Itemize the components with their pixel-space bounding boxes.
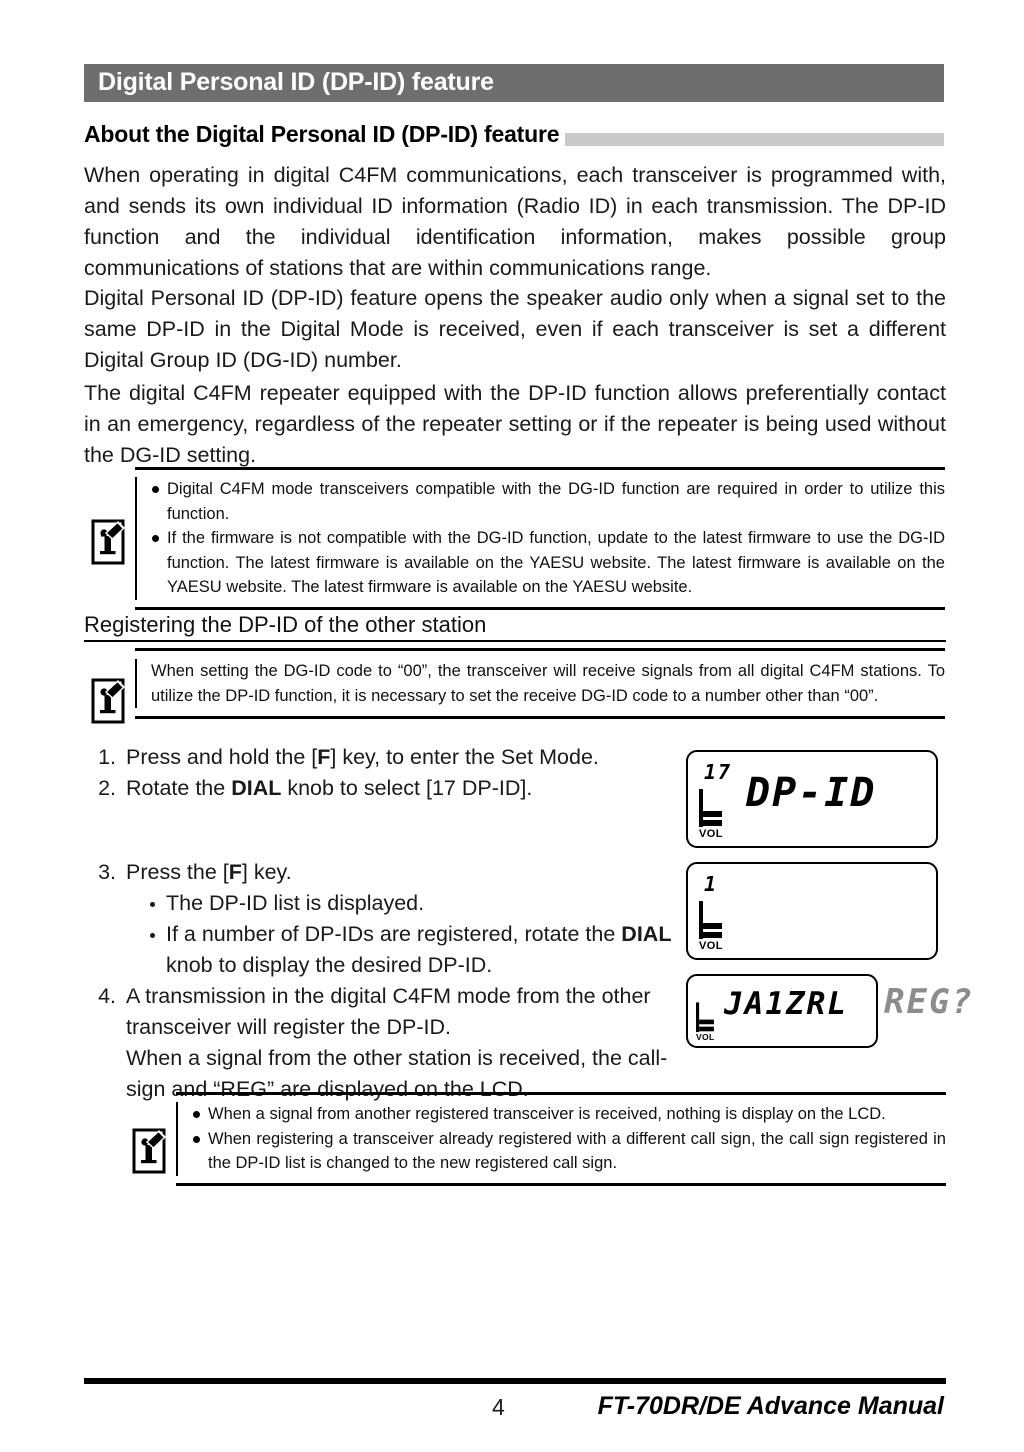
step-3-substep-2	[148, 919, 684, 981]
note-3-inner	[176, 1095, 946, 1183]
info-pencil-icon	[91, 678, 125, 724]
paragraph-2: Digital Personal ID (DP-ID) feature opens the speaker audio only when a signal set to the same DP-ID in the Digital Mode is received, even if each transceiver is set a different Digital Group ID (DG-ID) number.	[84, 286, 946, 372]
step-1-pre: Press and hold the [	[126, 745, 318, 769]
step-2-emph: DIAL	[231, 776, 282, 800]
lcd-1-small-number: 17	[704, 760, 733, 784]
step-2-pre: Rotate the	[126, 776, 232, 800]
chapter-banner	[84, 64, 944, 102]
note-icon-wrap-2	[86, 673, 130, 729]
lcd-2-small-number: 1	[704, 872, 719, 896]
lcd-3-vol-label: VOL	[696, 1032, 715, 1043]
step-4-line-2: When a signal from the other station is received, the call-sign and “REG” are displayed on the LCD.	[126, 1046, 668, 1101]
lcd-display-1	[686, 750, 938, 848]
note-3-body	[176, 1102, 946, 1176]
note-icon-wrap-3	[127, 1123, 171, 1179]
paragraph-1: When operating in digital C4FM communications, each transceiver is programmed with, and sends its own individual ID information (Radio ID) in each transmission. The DP-ID function and the individual identification information, makes possible group communications of stations that are within communications range.	[84, 163, 946, 280]
note-1-inner	[135, 470, 945, 607]
step-1-key: F	[317, 745, 331, 769]
lcd-2-vol-label: VOL	[699, 940, 723, 952]
step-3	[84, 857, 684, 981]
vol-bar-2-icon	[699, 1027, 714, 1032]
note-box-2	[135, 648, 945, 719]
step-3-post: ] key.	[241, 860, 292, 884]
lcd-display-3	[686, 974, 878, 1048]
footer-page-number: 4	[492, 1394, 505, 1420]
step-4-number: 4.	[98, 984, 116, 1008]
step-2-text	[126, 773, 684, 804]
step-2-number: 2.	[98, 776, 116, 800]
footer-rule	[84, 1378, 946, 1384]
step-2-post: knob to select [17 DP-ID].	[281, 776, 533, 800]
step-1-post: ] key, to enter the Set Mode.	[330, 745, 599, 769]
vol-stem-icon	[699, 901, 703, 939]
step-1	[84, 742, 684, 773]
step-3-pre: Press the [	[126, 860, 229, 884]
lcd-3-main-text: JA1ZRL	[724, 986, 848, 1022]
step-1-number: 1.	[98, 745, 116, 769]
vol-stem-icon	[699, 789, 703, 827]
subsection-heading	[84, 612, 946, 642]
note-2-text: When setting the DG-ID code to “00”, the transceiver will receive signals from all digital C4FM stations. To utilize the DP-ID function, it is necessary to set the receive DG-ID code to a number other than “00”.	[151, 662, 945, 705]
note-icon-wrap-1	[86, 514, 130, 570]
vol-bar-2-icon	[703, 820, 722, 826]
lcd-display-2	[686, 862, 938, 960]
steps-list	[84, 742, 684, 1105]
paragraph-3: The digital C4FM repeater equipped with the DP-ID function allows preferentially contact in an emergency, regardless of the repeater setting or if the repeater is being used without the DG-ID setting.	[84, 381, 946, 467]
note-2-inner	[135, 651, 945, 716]
step-4	[84, 981, 684, 1105]
step-3-substep-2-emph: DIAL	[621, 922, 672, 946]
step-1-text	[126, 742, 684, 773]
step-3-substep-2-pre: If a number of DP-IDs are registered, rotate the	[166, 922, 622, 946]
info-pencil-icon	[91, 519, 125, 565]
steps-spacer	[84, 804, 684, 857]
info-pencil-icon	[132, 1128, 166, 1174]
note-box-1	[135, 467, 945, 610]
step-3-key: F	[228, 860, 242, 884]
note-1-body	[135, 477, 945, 600]
step-3-substep-1: The DP-ID list is displayed.	[148, 888, 684, 919]
note-1-bullet-1: Digital C4FM mode transceivers compatible with the DG-ID function are required in order to utilize this function.	[151, 477, 945, 526]
section-heading	[84, 118, 944, 148]
note-1-bullet-2: If the firmware is not compatible with the DG-ID function, update to the latest firmware to use the DG-ID function. The latest firmware is available on the YAESU website. The latest firmware is available on the YAESU website. The latest firmware is available on the YAESU website.	[151, 526, 945, 600]
vol-bar-2-icon	[703, 932, 722, 938]
lcd-3-overflow-text: REG?	[884, 982, 974, 1022]
vol-bar-1-icon	[699, 1020, 714, 1025]
step-3-number: 3.	[98, 860, 116, 884]
note-3-bullet-1: When a signal from another registered transceiver is received, nothing is display on the LCD.	[192, 1102, 946, 1127]
vol-bar-1-icon	[703, 811, 722, 817]
subsection-heading-label: Registering the DP-ID of the other station	[84, 612, 487, 637]
chapter-title: Digital Personal ID (DP-ID) feature	[98, 67, 494, 96]
step-3-substeps	[126, 888, 684, 981]
vol-bar-1-icon	[703, 923, 722, 929]
note-2-body	[135, 659, 945, 708]
lcd-1-vol-label: VOL	[699, 828, 723, 840]
section-heading-label: About the Digital Personal ID (DP-ID) feature	[84, 121, 565, 148]
lcd-1-main-text: DP-ID	[746, 770, 877, 816]
footer-manual-title: FT-70DR/DE Advance Manual	[597, 1392, 944, 1420]
step-3-substep-2-post: knob to display the desired DP-ID.	[166, 953, 493, 977]
step-2	[84, 773, 684, 804]
note-box-3	[176, 1092, 946, 1186]
step-3-text	[126, 857, 684, 888]
note-3-bullet-2: When registering a transceiver already registered with a different call sign, the call sign registered in the DP-ID list is changed to the new registered call sign.	[192, 1127, 946, 1176]
step-4-line-1: A transmission in the digital C4FM mode from the other transceiver will register the DP-ID.	[126, 984, 651, 1039]
